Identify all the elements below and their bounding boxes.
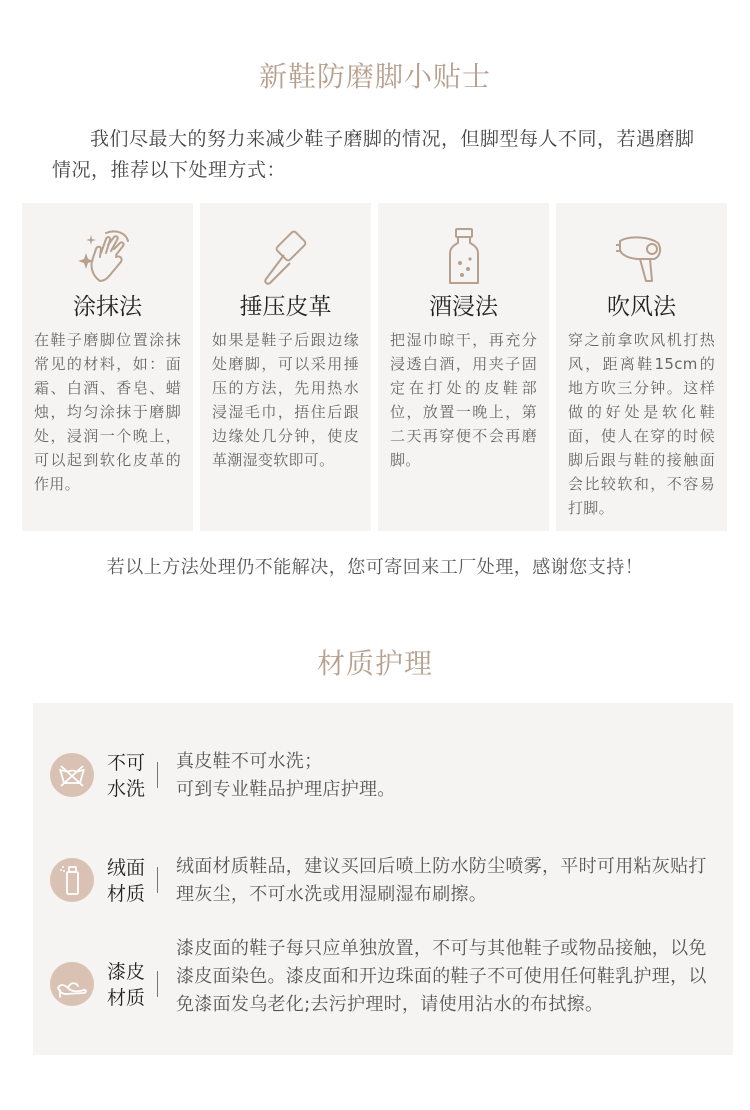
high-heel-icon (50, 962, 94, 1006)
divider (157, 971, 158, 997)
method-desc: 如果是鞋子后跟边缘处磨脚，可以采用捶压的方法，先用热水浸湿毛巾，捂住后跟边缘处几分钟，使皮革潮湿变软即可。 (212, 331, 359, 469)
care-text: 漆皮面的鞋子每只应单独放置，不可与其他鞋子或物品接触，以免漆皮面染色。漆皮面和开边珠面的鞋子不可使用任何鞋乳护理，以免漆面发乌老化;去污护理时，请使用沾水的布拭擦。 (176, 938, 707, 1015)
method-title: 涂抹法 (73, 294, 142, 320)
tips-title: 新鞋防磨脚小贴士 (258, 60, 491, 93)
care-icon-badge (50, 858, 94, 902)
care-icon-badge (50, 962, 94, 1006)
spray-bottle-icon (50, 858, 94, 902)
hammer-icon (254, 225, 318, 289)
method-card-alcohol (378, 203, 549, 531)
method-cards (22, 203, 728, 531)
method-card-wipe (22, 203, 193, 531)
method-card-hammer (200, 203, 371, 531)
hand-wipe-icon (76, 225, 140, 289)
care-text: 真皮鞋不可水洗； 可到专业鞋品护理店护理。 (176, 751, 396, 800)
care-text: 绒面材质鞋品，建议买回后喷上防水防尘喷雾，平时可用粘灰贴打理灰尘，不可水洗或用湿刷湿布刷擦。 (176, 856, 707, 905)
care-label: 漆皮 材质 (106, 961, 145, 1009)
bottle-icon (432, 225, 496, 289)
care-label: 不可 水洗 (106, 752, 145, 800)
care-title: 材质护理 (316, 647, 433, 680)
tips-note: 若以上方法处理仍不能解决，您可寄回来工厂处理，感谢您支持！ (106, 557, 644, 578)
hair-dryer-icon (610, 225, 674, 289)
method-title: 捶压皮革 (239, 294, 332, 320)
care-icon-badge (50, 753, 94, 797)
method-card-dryer (556, 203, 727, 531)
method-desc: 把湿巾晾干，再充分浸透白酒，用夹子固定在打处的皮鞋部位，放置一晚上，第二天再穿便不会再磨脚。 (390, 331, 537, 469)
divider (157, 762, 158, 788)
method-title: 酒浸法 (429, 294, 498, 320)
method-desc: 在鞋子磨脚位置涂抹常见的材料，如：面霜、白酒、香皂、蜡烛，均匀涂抹于磨脚处，浸润一个晚上，可以起到软化皮革的作用。 (34, 331, 181, 493)
divider (157, 867, 158, 893)
tips-intro: 我们尽最大的努力来减少鞋子磨脚的情况，但脚型每人不同，若遇磨脚情况，推荐以下处理方式： (52, 128, 695, 181)
method-title: 吹风法 (607, 294, 676, 320)
care-label: 绒面 材质 (106, 857, 145, 905)
method-desc: 穿之前拿吹风机打热风，距离鞋15cm的地方吹三分钟。这样做的好处是软化鞋面，使人在穿的时候脚后跟与鞋的接触面会比较软和，不容易打脚。 (568, 331, 715, 517)
no-wash-icon (50, 753, 94, 797)
care-panel (33, 703, 733, 1055)
